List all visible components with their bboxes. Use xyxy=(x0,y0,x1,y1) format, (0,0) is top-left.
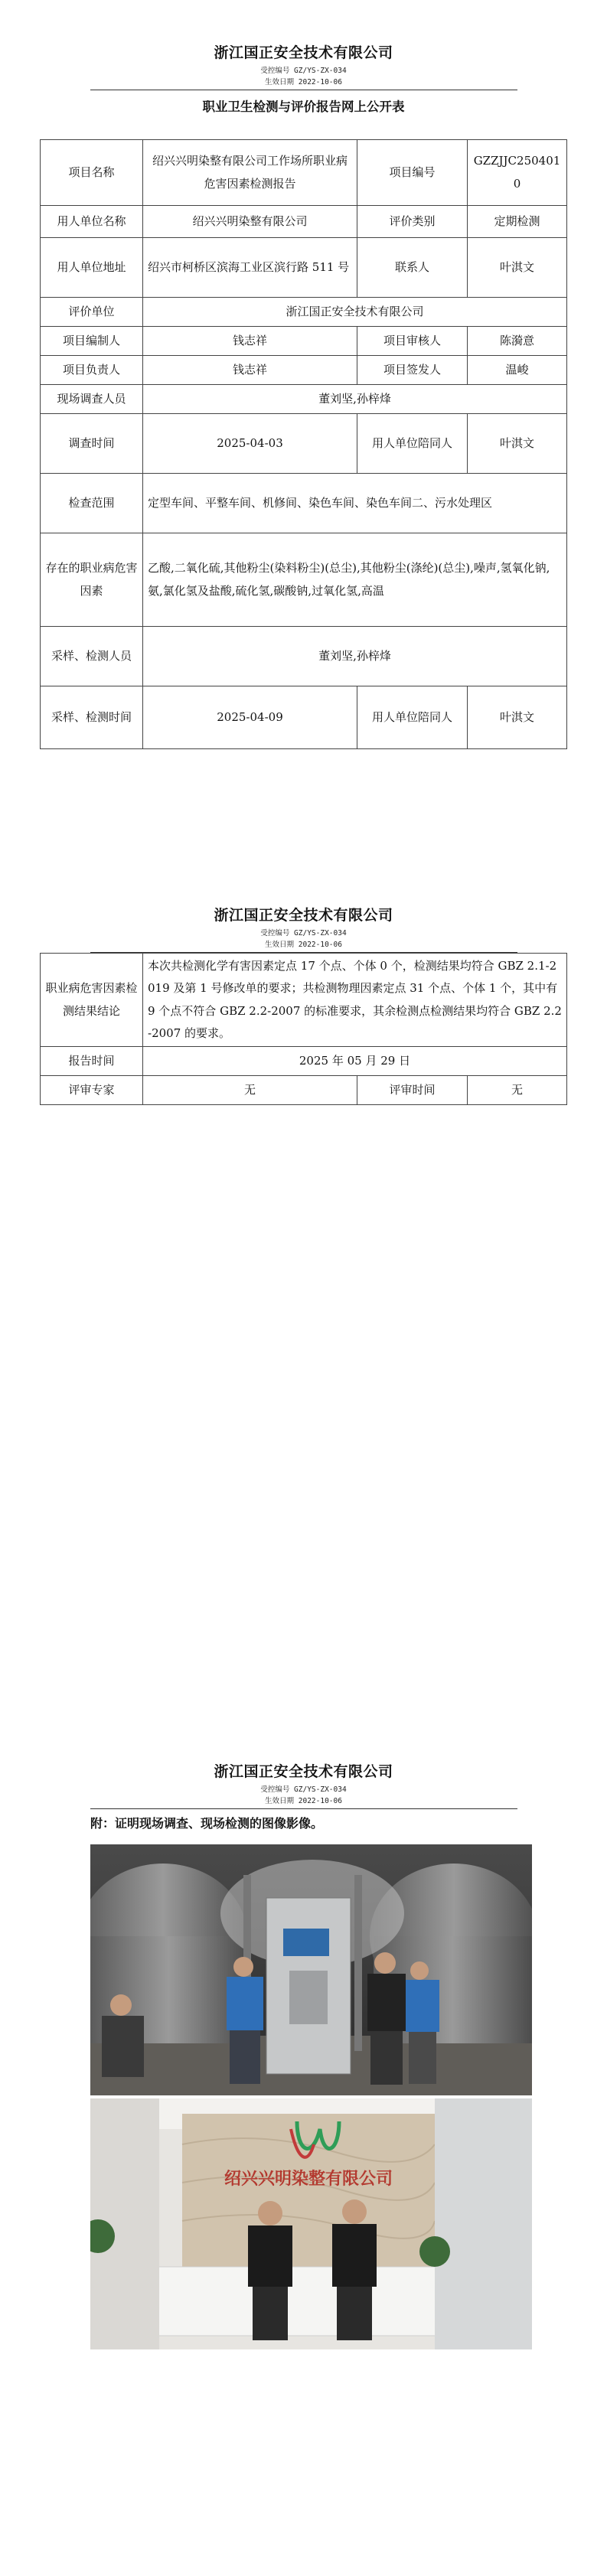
table-row xyxy=(41,533,567,627)
expert-value: 无 xyxy=(143,1076,357,1105)
table-row xyxy=(41,385,567,414)
user-address-value: 绍兴市柯桥区滨海工业区滨行路 511 号 xyxy=(143,238,357,298)
control-number: 受控编号 GZ/YS-ZX-034 xyxy=(260,1785,347,1794)
eval-unit-value: 浙江国正安全技术有限公司 xyxy=(143,298,567,327)
table-row xyxy=(41,298,567,327)
hazards-value: 乙酸,二氧化硫,其他粉尘(染料粉尘)(总尘),其他粉尘(涤纶)(总尘),噪声,氢氧化钠,氨,氯化氢及盐酸,硫化氢,碳酸钠,过氧化氢,高温 xyxy=(143,533,567,627)
reviewer-label: 项目审核人 xyxy=(357,327,468,356)
table-row xyxy=(41,954,567,1047)
issuer-label: 项目签发人 xyxy=(357,356,468,385)
accompany-label: 用人单位陪同人 xyxy=(357,414,468,474)
accompany-value: 叶淇文 xyxy=(468,414,567,474)
document-title: 职业卫生检测与评价报告网上公开表 xyxy=(202,99,405,114)
table-row xyxy=(41,206,567,238)
table-row xyxy=(41,327,567,356)
survey-time-value: 2025-04-03 xyxy=(143,414,357,474)
table-row xyxy=(41,140,567,206)
conclusion-table xyxy=(40,953,567,1105)
report-time-label: 报告时间 xyxy=(41,1047,143,1076)
issuer-value: 温峻 xyxy=(468,356,567,385)
scope-label: 检查范围 xyxy=(41,474,143,533)
scope-value: 定型车间、平整车间、机修间、染色车间、染色车间二、污水处理区 xyxy=(143,474,567,533)
table-row xyxy=(41,1047,567,1076)
company-header: 浙江国正安全技术有限公司 xyxy=(214,907,393,924)
table-row xyxy=(41,1076,567,1105)
leader-label: 项目负责人 xyxy=(41,356,143,385)
compiler-label: 项目编制人 xyxy=(41,327,143,356)
site-staff-value: 董刘坚,孙梓烽 xyxy=(143,385,567,414)
user-name-value: 绍兴兴明染整有限公司 xyxy=(143,206,357,238)
contact-value: 叶淇文 xyxy=(468,238,567,298)
accompany2-value: 叶淇文 xyxy=(468,686,567,749)
leader-value: 钱志祥 xyxy=(143,356,357,385)
effective-date: 生效日期 2022-10-06 xyxy=(265,78,342,86)
site-staff-label: 现场调查人员 xyxy=(41,385,143,414)
sampling-time-label: 采样、检测时间 xyxy=(41,686,143,749)
table-row xyxy=(41,627,567,686)
accompany2-label: 用人单位陪同人 xyxy=(357,686,468,749)
eval-type-label: 评价类别 xyxy=(357,206,468,238)
table-row xyxy=(41,686,567,749)
compiler-value: 钱志祥 xyxy=(143,327,357,356)
expert-label: 评审专家 xyxy=(41,1076,143,1105)
review-time-label: 评审时间 xyxy=(357,1076,468,1105)
sampling-staff-value: 董刘坚,孙梓烽 xyxy=(143,627,567,686)
project-no-value: GZZJJC2504010 xyxy=(468,140,567,206)
report-time-value: 2025 年 05 月 29 日 xyxy=(143,1047,567,1076)
company-header: 浙江国正安全技术有限公司 xyxy=(214,1763,393,1780)
project-no-label: 项目编号 xyxy=(357,140,468,206)
attachment-caption: 附：证明现场调查、现场检测的图像影像。 xyxy=(90,1816,324,1831)
hazards-label: 存在的职业病危害因素 xyxy=(41,533,143,627)
sampling-staff-label: 采样、检测人员 xyxy=(41,627,143,686)
survey-time-label: 调查时间 xyxy=(41,414,143,474)
control-number: 受控编号 GZ/YS-ZX-034 xyxy=(260,67,347,75)
table-row xyxy=(41,474,567,533)
company-visit-photo xyxy=(90,2098,532,2349)
contact-label: 联系人 xyxy=(357,238,468,298)
eval-unit-label: 评价单位 xyxy=(41,298,143,327)
project-name-value: 绍兴兴明染整有限公司工作场所职业病危害因素检测报告 xyxy=(143,140,357,206)
reviewer-value: 陈漪意 xyxy=(468,327,567,356)
table-row xyxy=(41,414,567,474)
lobby-scene-image xyxy=(90,2098,532,2349)
user-address-label: 用人单位地址 xyxy=(41,238,143,298)
table-row xyxy=(41,356,567,385)
project-name-label: 项目名称 xyxy=(41,140,143,206)
effective-date: 生效日期 2022-10-06 xyxy=(265,1797,342,1805)
table-row xyxy=(41,238,567,298)
company-header: 浙江国正安全技术有限公司 xyxy=(214,44,393,61)
control-number: 受控编号 GZ/YS-ZX-034 xyxy=(260,929,347,937)
effective-date: 生效日期 2022-10-06 xyxy=(265,941,342,949)
eval-type-value: 定期检测 xyxy=(468,206,567,238)
site-survey-photo xyxy=(90,1844,532,2095)
header-rule xyxy=(90,1808,517,1809)
report-info-table xyxy=(40,139,567,749)
conclusion-value: 本次共检测化学有害因素定点 17 个点、个体 0 个，检测结果均符合 GBZ 2.1-2019 及第 1 号修改单的要求；共检测物理因素定点 31 个点、个体 1 个，其中有 9 个点不符合 GBZ 2.2-2007 的标准要求，其余检测点检测结果均符合 GBZ 2.2-2007 的要求。 xyxy=(143,954,567,1047)
conclusion-label: 职业病危害因素检测结果结论 xyxy=(41,954,143,1047)
user-name-label: 用人单位名称 xyxy=(41,206,143,238)
workshop-scene-image xyxy=(90,1844,532,2095)
company-sign-text: 绍兴兴明染整有限公司 xyxy=(224,2169,393,2189)
sampling-time-value: 2025-04-09 xyxy=(143,686,357,749)
review-time-value: 无 xyxy=(468,1076,567,1105)
